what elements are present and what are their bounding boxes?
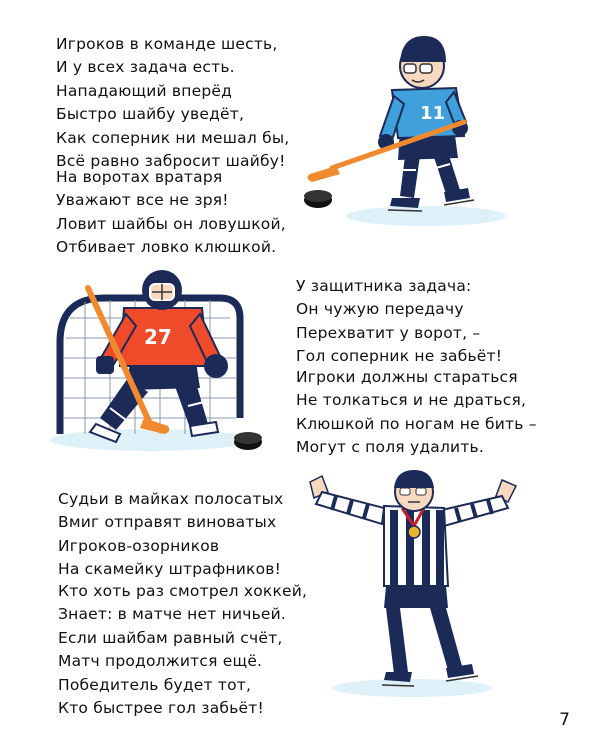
- stanza-goalie: [56, 166, 286, 260]
- stanza-forward: [56, 33, 289, 173]
- stanza-referee: [58, 488, 283, 582]
- poem-line: Судьи в майках полосатых: [58, 490, 284, 508]
- poem-line: У защитника задача:: [296, 277, 472, 295]
- poem-line: Если шайбам равный счёт,: [58, 628, 283, 647]
- poem-line: Ловит шайбы он ловушкой,: [56, 214, 286, 233]
- poem-line: И у всех задача есть.: [56, 58, 235, 77]
- poem-line: Перехватит у ворот, –: [296, 323, 481, 342]
- poem-line: Кто хоть раз смотрел хоккей,: [58, 582, 308, 600]
- poem-line: Игроков в команде шесть,: [56, 35, 278, 53]
- poem-line: Кто быстрее гол забьёт!: [58, 699, 264, 718]
- hockey-referee-illustration: [302, 468, 532, 700]
- hockey-forward-illustration: [296, 18, 506, 228]
- poem-line: Клюшкой по ногам не бить –: [296, 414, 537, 433]
- poem-line: Быстро шайбу уведёт,: [56, 105, 245, 124]
- poem-line: Вмиг отправят виноватых: [58, 513, 277, 532]
- poem-line: Он чужую передачу: [296, 300, 464, 319]
- poem-line: Знает: в матче нет ничьей.: [58, 605, 287, 624]
- poem-line: Игроки должны стараться: [296, 368, 518, 386]
- poem-line: Игроков-озорников: [58, 536, 220, 555]
- poem-line: Уважают все не зря!: [56, 191, 229, 210]
- poem-line: Как соперник ни мешал бы,: [56, 128, 290, 147]
- jersey-number: 27: [144, 325, 172, 349]
- poem-line: Гол соперник не забьёт!: [296, 347, 503, 366]
- stanza-overtime: [58, 580, 307, 720]
- jersey-number: 11: [420, 103, 446, 124]
- poem-line: Могут с поля удалить.: [296, 438, 485, 457]
- poem-line: На воротах вратаря: [56, 168, 223, 186]
- page-number: 7: [559, 710, 570, 730]
- poem-line: На скамейку штрафников!: [58, 560, 282, 579]
- stanza-defender: [296, 275, 502, 369]
- hockey-goalie-illustration: [40, 258, 270, 458]
- stanza-rules: [296, 366, 537, 460]
- poem-line: Всё равно забросит шайбу!: [56, 152, 286, 171]
- poem-line: Отбивает ловко клюшкой.: [56, 238, 277, 257]
- poem-line: Матч продолжится ещё.: [58, 652, 263, 671]
- poem-line: Не толкаться и не драться,: [296, 391, 527, 410]
- poem-line: Победитель будет тот,: [58, 675, 252, 694]
- poem-line: Нападающий вперёд: [56, 81, 233, 100]
